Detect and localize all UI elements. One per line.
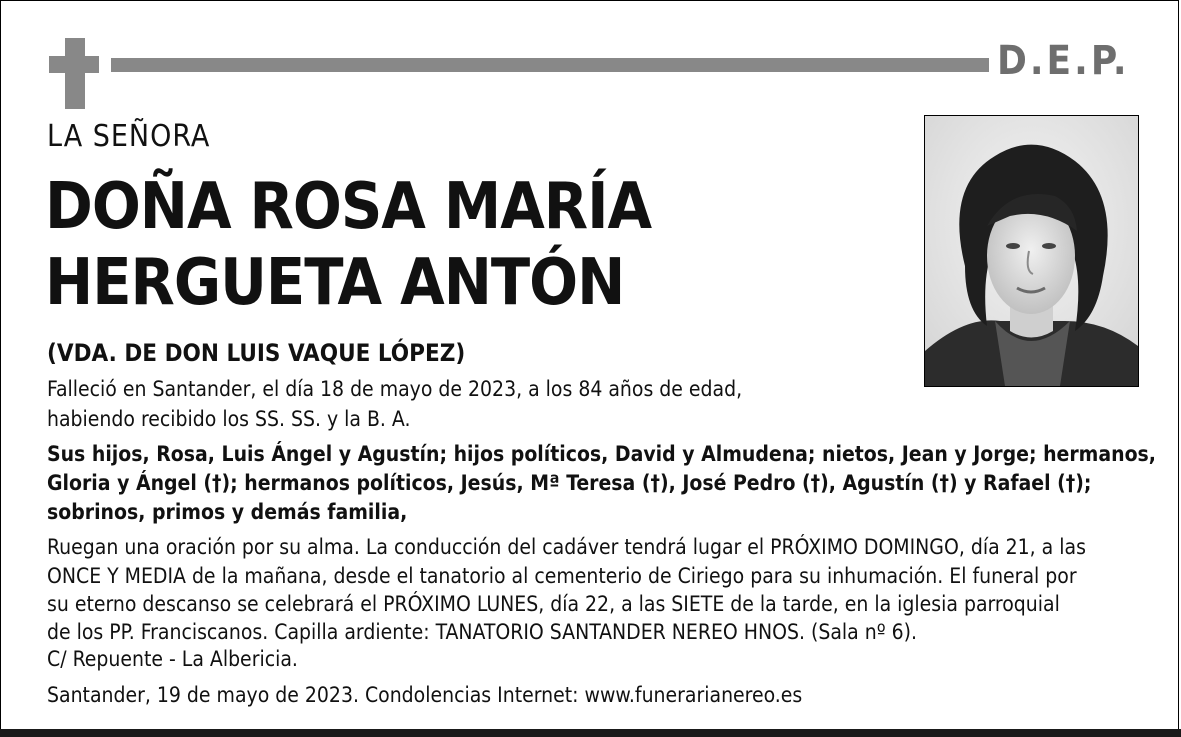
intro-title: LA SEÑORA [47,119,211,154]
death-notice-line-1: Falleció en Santander, el día 18 de mayo de 2023, a los 84 años de edad, [47,377,743,401]
death-notice-line-2: habiendo recibido los SS. SS. y la B. A. [47,407,411,431]
header-rule [111,58,989,72]
dep-label: D.E.P. [997,38,1130,84]
cross-icon [65,38,85,109]
bottom-border [0,729,1181,737]
deceased-name-line-2: HERGUETA ANTÓN [45,246,625,320]
deceased-name-line-1: DOÑA ROSA MARÍA [45,170,652,244]
deceased-name [45,169,651,321]
mourners-line-3: sobrinos, primos y demás familia, [47,500,408,524]
widow-of: (VDA. DE DON LUIS VAQUE LÓPEZ) [47,339,466,367]
deceased-photo [924,115,1139,387]
footer-text: Santander, 19 de mayo de 2023. Condolencias Internet: www.funerarianereo.es [47,683,803,707]
ceremony-line-1: Ruegan una oración por su alma. La conducción del cadáver tendrá lugar el PRÓXIMO DOMINGO, día 21, a las [47,535,1086,559]
ceremony-line-4: de los PP. Franciscanos. Capilla ardiente: TANATORIO SANTANDER NEREO HNOS. (Sala nº 6). [47,620,918,644]
ceremony-line-3: su eterno descanso se celebrará el PRÓXIMO LUNES, día 22, a las SIETE de la tarde, en la iglesia parroquial [47,592,1060,616]
ceremony-line-5: C/ Repuente - La Albericia. [47,647,298,671]
mourners-line-1: Sus hijos, Rosa, Luis Ángel y Agustín; hijos políticos, David y Almudena; nietos, Jean y Jorge; hermanos, [47,442,1156,466]
mourners-line-2: Gloria y Ángel (†); hermanos políticos, Jesús, Mª Teresa (†), José Pedro (†), Agustín (†) y Rafael (†); [47,471,1092,495]
cross-icon-arm [49,56,99,73]
ceremony-line-2: ONCE Y MEDIA de la mañana, desde el tanatorio al cementerio de Ciriego para su inhumación. El funeral por [47,564,1077,588]
